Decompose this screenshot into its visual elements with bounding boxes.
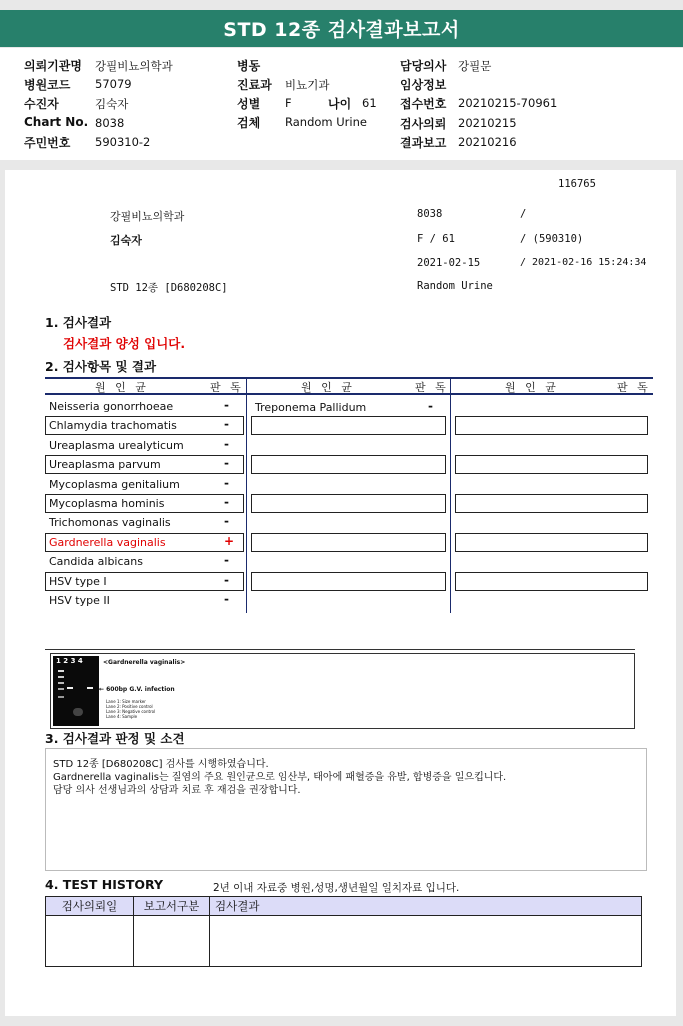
- history-col-date: 검사의뢰일: [46, 897, 134, 916]
- patient-value: 김숙자: [95, 97, 129, 111]
- paper-test-name: STD 12종 [D680208C]: [110, 282, 228, 294]
- sex-label: 성별: [237, 97, 261, 111]
- specimen-label: 검체: [237, 116, 261, 130]
- opinion-line-2: Gardnerella vaginalis는 질염의 주요 원인균으로 임산부, 태아에 패혈증을 유발, 합병증을 일으킵니다.: [53, 772, 507, 783]
- section2-title: 2. 검사항목 및 결과: [45, 359, 157, 374]
- history-note: 2년 이내 자료중 병원,성명,생년월일 일치자료 입니다.: [213, 882, 460, 894]
- receipt-value: 20210215-70961: [458, 96, 558, 110]
- organism-name: Trichomonas vaginalis: [49, 516, 171, 530]
- age-value: 61: [362, 96, 377, 110]
- history-cell: [210, 916, 642, 967]
- id-value: 590310-2: [95, 135, 151, 149]
- organism-result: -: [224, 475, 229, 490]
- sample-band: [87, 687, 93, 689]
- empty-result-box: [455, 533, 648, 552]
- column-divider: [246, 377, 247, 613]
- history-cell: [46, 916, 134, 967]
- report-label: 결과보고: [400, 136, 447, 150]
- specimen-value: Random Urine: [285, 115, 367, 129]
- empty-result-box: [455, 455, 648, 474]
- header-info: [0, 48, 683, 160]
- receipt-label: 접수번호: [400, 97, 447, 111]
- request-label: 검사의뢰: [400, 117, 447, 131]
- opinion-box: [45, 748, 647, 871]
- col3-organism-header: 원 인 균: [505, 381, 559, 394]
- document-number: 116765: [558, 178, 596, 190]
- organism-name: Candida albicans: [49, 555, 143, 569]
- gel-image-panel: [50, 653, 635, 729]
- gel-arrow-label: ← 600bp G.V. infection: [99, 686, 175, 693]
- organism-name: Ureaplasma parvum: [49, 458, 161, 472]
- treponema-result: -: [428, 399, 433, 413]
- marker-band: [58, 688, 64, 690]
- positive-band: [67, 687, 73, 689]
- report-value: 20210216: [458, 135, 517, 149]
- col2-result-header: 판 독: [415, 381, 449, 394]
- organism-result: -: [224, 417, 229, 432]
- gel-legend-4: Lane 4: Sample: [106, 714, 138, 719]
- ward-label: 병동: [237, 59, 261, 73]
- gel-legend-2: Lane 2: Positive control: [106, 704, 153, 709]
- history-cell: [134, 916, 210, 967]
- column-divider: [450, 377, 451, 613]
- organism-name: Gardnerella vaginalis: [49, 535, 166, 549]
- hospital-code-label: 병원코드: [24, 78, 71, 92]
- col1-result-header: 판 독: [210, 381, 244, 394]
- paper-request-date: 2021-02-15: [417, 257, 481, 269]
- id-label: 주민번호: [24, 136, 71, 150]
- marker-band: [58, 696, 64, 698]
- history-empty-row: [46, 916, 642, 967]
- organism-result: -: [224, 456, 229, 471]
- history-col-result: 검사결과: [210, 897, 642, 916]
- empty-result-box: [251, 494, 446, 513]
- empty-result-box: [251, 416, 446, 435]
- hospital-code-value: 57079: [95, 77, 132, 91]
- organism-result: -: [224, 514, 229, 529]
- patient-label: 수진자: [24, 97, 59, 111]
- paper-report-datetime: / 2021-02-16 15:24:34: [520, 257, 647, 268]
- col2-organism-header: 원 인 균: [301, 381, 355, 394]
- organism-result: -: [224, 495, 229, 509]
- paper-patient: 김숙자: [110, 234, 142, 247]
- chart-value: 8038: [95, 116, 125, 130]
- dept-label: 진료과: [237, 78, 272, 92]
- paper-clinic: 강필비뇨의학과: [110, 210, 185, 223]
- organism-result: -: [224, 553, 229, 568]
- col1-organism-header: 원 인 균: [95, 381, 149, 394]
- organism-result: -: [224, 436, 229, 451]
- organism-result: -: [224, 592, 229, 606]
- doctor-value: 강필문: [458, 59, 492, 73]
- clinical-label: 임상정보: [400, 78, 447, 92]
- gel-legend-3: Lane 3: Negative control: [106, 709, 156, 714]
- paper-chart: 8038: [417, 208, 443, 220]
- section4-title: 4. TEST HISTORY: [45, 877, 164, 892]
- organism-name: Ureaplasma urealyticum: [49, 438, 184, 452]
- paper-sex-age: F / 61: [417, 233, 455, 245]
- chart-label: Chart No.: [24, 115, 89, 129]
- empty-result-box: [455, 416, 648, 435]
- opinion-line-1: STD 12종 [D680208C] 검사를 시행하였습니다.: [53, 759, 269, 770]
- gel-lane-numbers: 1 2 3 4: [56, 657, 83, 665]
- empty-result-box: [251, 533, 446, 552]
- history-col-type: 보고서구분: [134, 897, 210, 916]
- organism-result: -: [224, 572, 229, 587]
- organism-result: +: [224, 533, 235, 548]
- organism-name: HSV type II: [49, 594, 110, 607]
- gel-title: <Gardnerella vaginalis>: [103, 659, 186, 666]
- history-table: [45, 896, 642, 967]
- empty-result-box: [455, 494, 648, 513]
- primer-dimer: [73, 708, 83, 716]
- dept-value: 비뇨기과: [285, 78, 330, 92]
- history-header-row: [46, 897, 642, 916]
- empty-result-box: [251, 455, 446, 474]
- paper-slash: /: [520, 208, 527, 220]
- treponema-name: Treponema Pallidum: [255, 401, 367, 414]
- marker-band: [58, 670, 64, 672]
- paper-birth: / (590310): [520, 233, 584, 245]
- institution-label: 의뢰기관명: [24, 59, 82, 73]
- gel-photo: [53, 656, 99, 726]
- organism-name: Mycoplasma hominis: [49, 497, 165, 510]
- age-label: 나이: [328, 97, 352, 111]
- positive-result-text: 검사결과 양성 입니다.: [63, 336, 186, 351]
- empty-result-box: [251, 572, 446, 591]
- gel-legend-1: Lane 1: Size marker: [106, 699, 146, 704]
- empty-result-box: [455, 572, 648, 591]
- marker-band: [58, 676, 64, 678]
- report-paper: [5, 170, 676, 1016]
- institution-value: 강필비뇨의학과: [95, 59, 173, 73]
- doctor-label: 담당의사: [400, 59, 447, 73]
- opinion-line-3: 담당 의사 선생님과의 상담과 치료 후 재검을 권장합니다.: [53, 785, 301, 796]
- sex-value: F: [285, 96, 292, 110]
- request-value: 20210215: [458, 116, 517, 130]
- organism-name: Neisseria gonorrhoeae: [49, 400, 174, 413]
- organism-name: Chlamydia trachomatis: [49, 419, 177, 433]
- organism-name: HSV type I: [49, 574, 107, 588]
- marker-band: [58, 682, 64, 684]
- report-title: STD 12종 검사결과보고서: [0, 10, 683, 47]
- section3-title: 3. 검사결과 판정 및 소견: [45, 731, 185, 746]
- paper-specimen: Random Urine: [417, 280, 493, 292]
- section1-title: 1. 검사결과: [45, 315, 112, 330]
- organism-result: -: [224, 398, 229, 412]
- organism-name: Mycoplasma genitalium: [49, 477, 180, 491]
- divider-line: [45, 649, 635, 650]
- col3-result-header: 판 독: [617, 381, 651, 394]
